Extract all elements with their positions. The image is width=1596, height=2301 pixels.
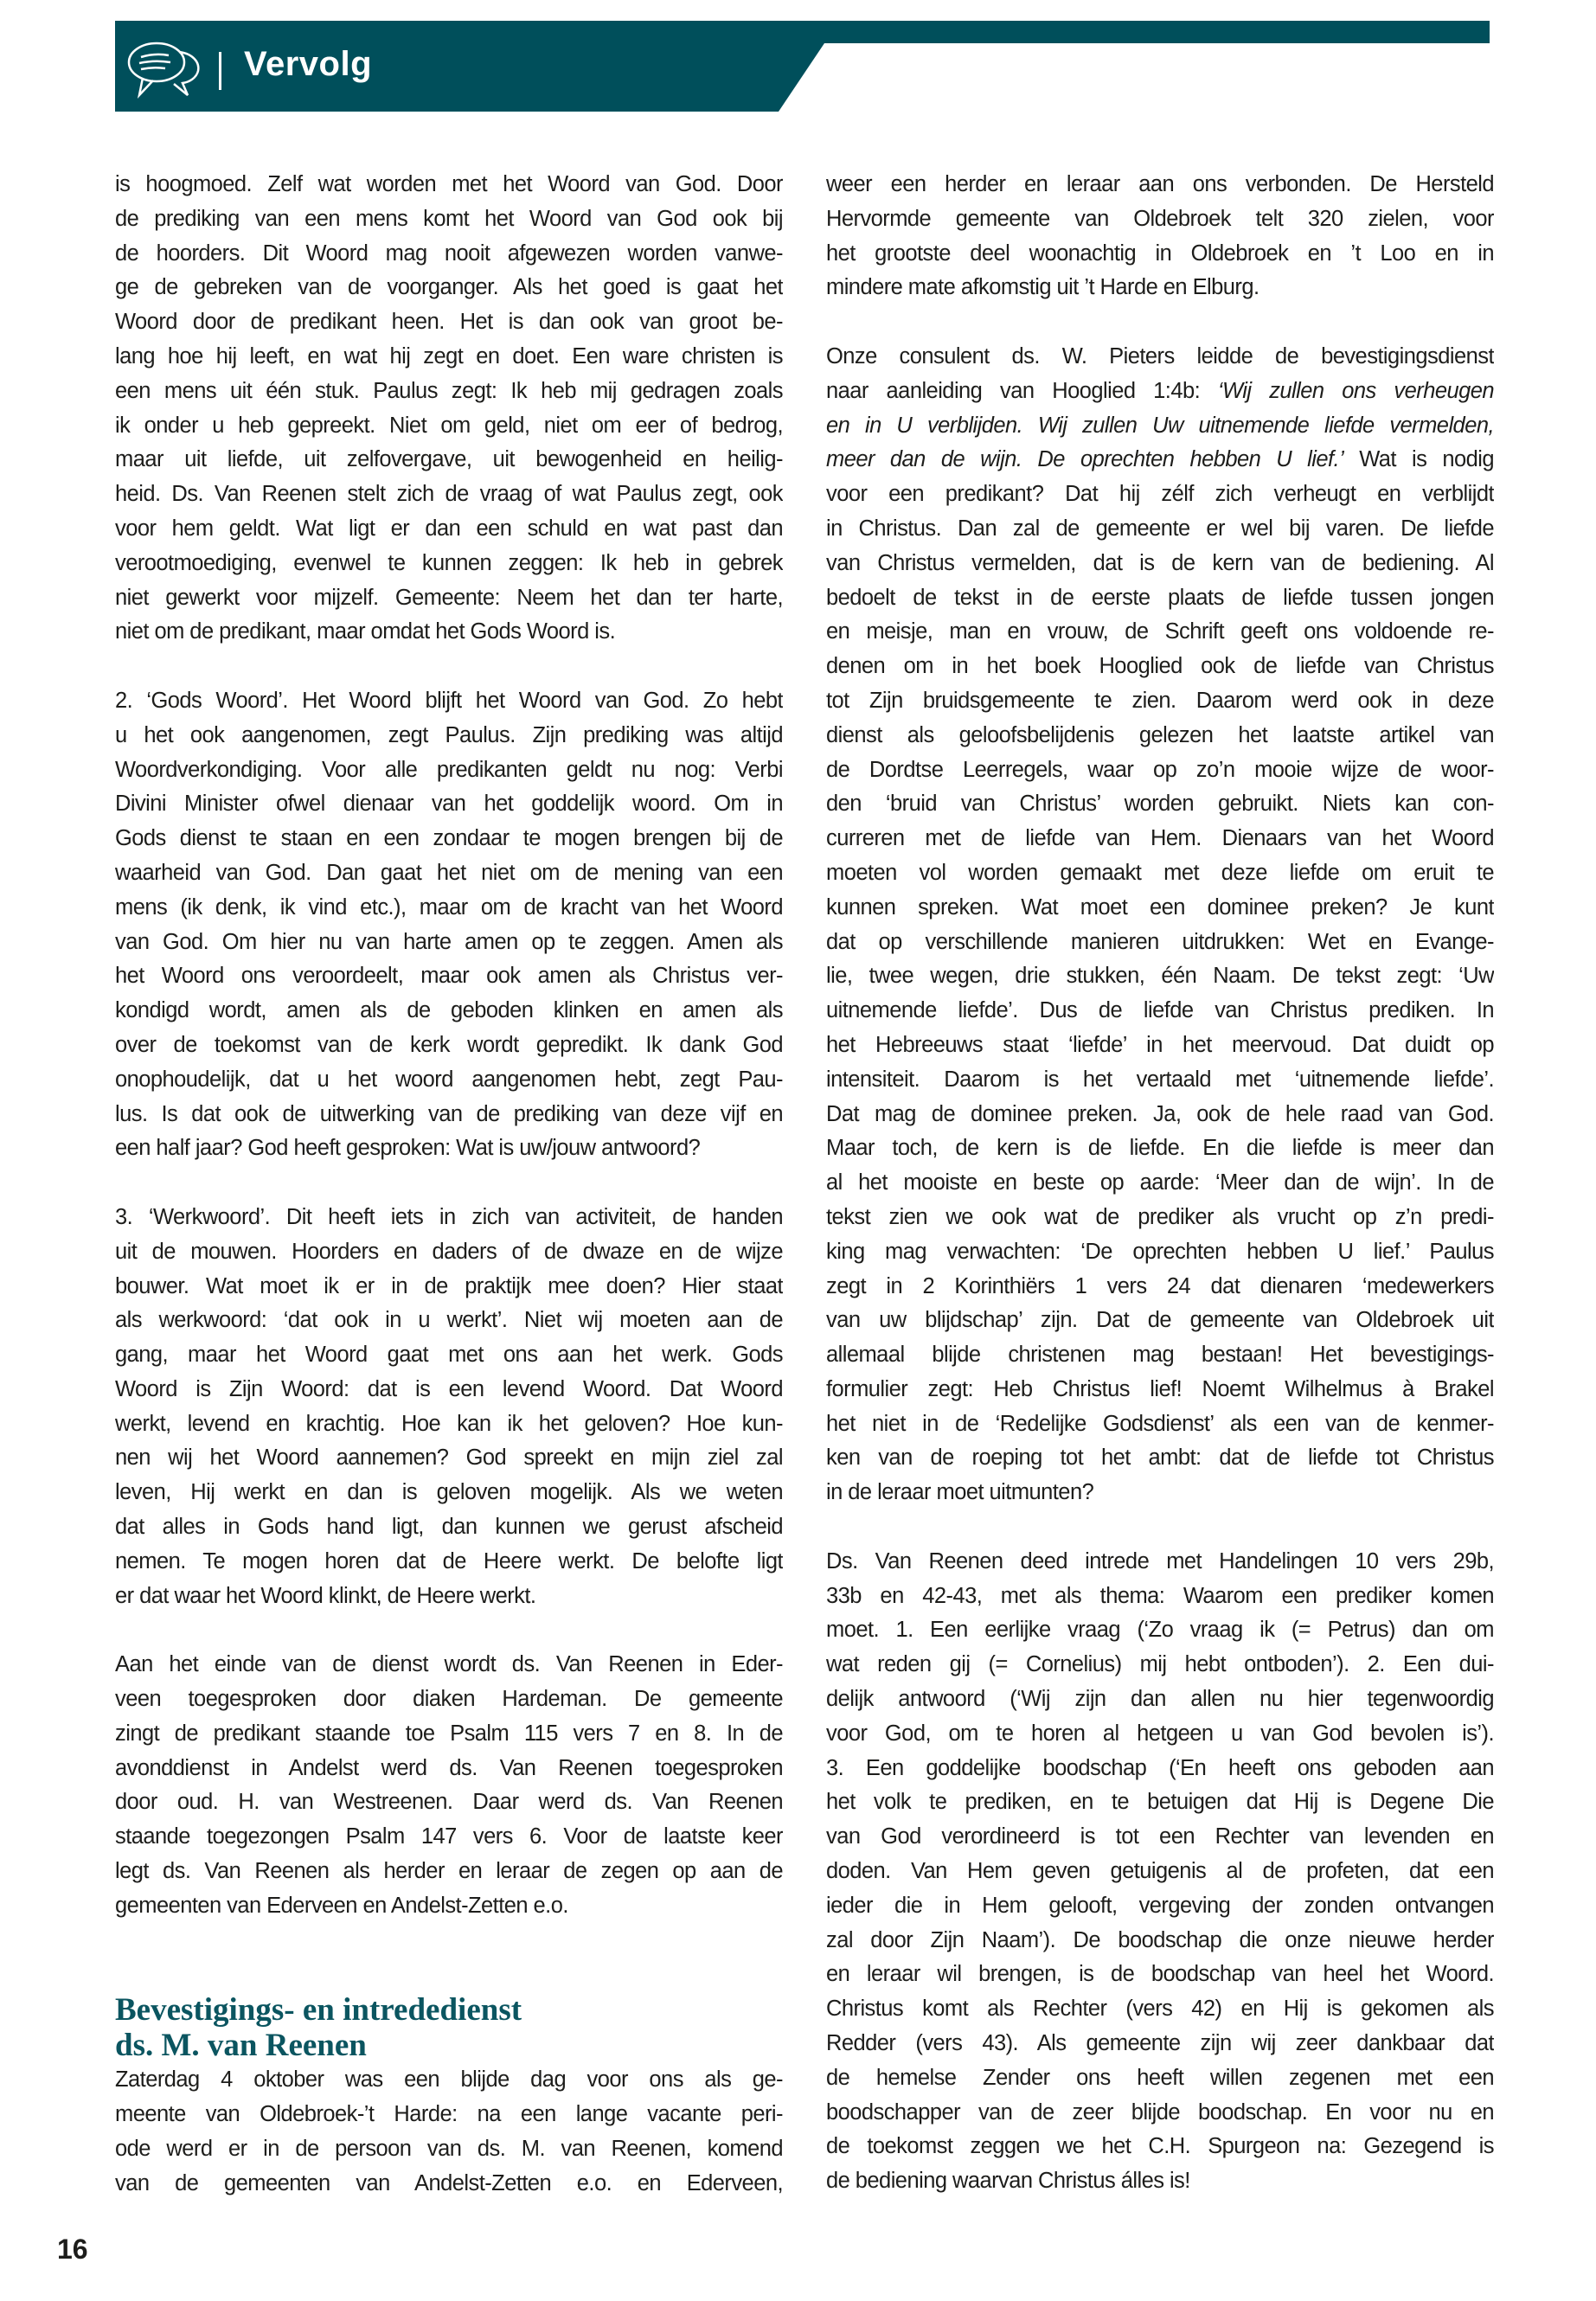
text-line: het niet in de ‘Redelijke Godsdienst’ als een van de kenmer- [826, 1411, 1494, 1436]
text-line: waarheid van God. Dan gaat het niet om de mening van een [115, 860, 783, 885]
text-span: naar aanleiding van Hooglied 1:4b: [826, 378, 1218, 403]
text-line: onophoudelijk, dat u het woord aangenomen hebt, zegt Pau- [115, 1067, 783, 1092]
text-line: het Hebreeuws staat ‘liefde’ in het meervoud. Dat duidt op [826, 1032, 1494, 1057]
text-line: ieder die in Hem gelooft, vergeving der zonden ontvangen [826, 1893, 1494, 1918]
text-line: uitnemende liefde’. Dus de liefde van Christus prediken. In [826, 998, 1494, 1023]
text-line: zingt de predikant staande toe Psalm 115 vers 7 en 8. In de [115, 1721, 783, 1746]
text-line: lus. Is dat ook de uitwerking van de prediking van deze vijf en [115, 1101, 783, 1126]
text-line: werkt, levend en krachtig. Hoe kan ik het geloven? Hoe kun- [115, 1411, 783, 1436]
text-line: het grootste deel woonachtig in Oldebroek en ’t Loo en in [826, 240, 1494, 266]
text-line: 3. Een goddelijke boodschap (‘En heeft ons geboden aan [826, 1755, 1494, 1780]
paragraph [115, 1201, 783, 1614]
text-line: en leraar wil brengen, is de boodschap van heel het Woord. [826, 1962, 1494, 1987]
text-line: doden. Van Hem geven getuigenis al de profeten, dat een [826, 1859, 1494, 1884]
text-line: king mag verwachten: ‘De oprechten hebben U lief.’ Paulus [826, 1239, 1494, 1264]
text-line: 33b en 42-43, met als thema: Waarom een prediker komen [826, 1583, 1494, 1608]
text-line: Woord door de predikant heen. Het is dan ook van groot be- [115, 310, 783, 335]
text-line: staande toegezongen Psalm 147 vers 6. Voor de laatste keer [115, 1824, 783, 1849]
text-line: moet. 1. Een eerlijke vraag (‘Zo vraag ik (= Petrus) dan om [826, 1618, 1494, 1643]
paragraph [115, 684, 783, 1166]
text-line: wat reden gij (= Cornelius) mij hebt ontboden’). 2. Een dui- [826, 1652, 1494, 1677]
text-line: 2. ‘Gods Woord’. Het Woord blijft het Woord van God. Zo hebt [115, 688, 783, 713]
paragraph-spacer [115, 1166, 783, 1201]
text-line: nemen. Te mogen horen dat de Heere werkt. De belofte ligt [115, 1548, 783, 1574]
text-line: zegt in 2 Korinthiërs 1 vers 24 dat dienaren ‘medewerkers [826, 1273, 1494, 1298]
text-line: de hemelse Zender ons heeft willen zegenen met een [826, 2065, 1494, 2090]
text-line: een half jaar? God heeft gesproken: Wat is uw/jouw antwoord? [115, 1136, 701, 1161]
text-line: lie, twee wegen, drie stukken, één Naam. De tekst zegt: ‘Uw [826, 964, 1494, 989]
section-header [0, 0, 1596, 121]
text-line: de bediening waarvan Christus álles is! [826, 2169, 1190, 2194]
text-line: in Christus. Dan zal de gemeente er wel bij varen. De liefde [826, 516, 1494, 541]
text-line: Aan het einde van de dienst wordt ds. Van Reenen in Eder- [115, 1652, 783, 1677]
text-line: dat alles in Gods hand ligt, dan kunnen we gerust afscheid [115, 1515, 783, 1540]
text-line: Woordverkondiging. Voor alle predikanten geldt nu nog: Verbi [115, 757, 783, 782]
text-line: Onze consulent ds. W. Pieters leidde de bevestigingsdienst [826, 343, 1494, 369]
text-line: als werkwoord: ‘dat ook in u werkt’. Niet wij moeten aan de [115, 1308, 783, 1333]
right-column [826, 168, 1494, 2199]
text-line: het volk te prediken, en te betuigen dat Hij is Degene Die [826, 1790, 1494, 1815]
text-line: legt ds. Van Reenen als herder en leraar de zegen op aan de [115, 1859, 783, 1884]
text-line: de prediking van een mens komt het Woord van God ook bij [115, 206, 783, 231]
text-line: bedoelt de tekst in de eerste plaats de liefde tussen jongen [826, 585, 1494, 610]
text-line: voor God, om te horen al hetgeen u van God bevolen is’). [826, 1721, 1494, 1746]
text-line: er dat waar het Woord klinkt, de Heere werkt. [115, 1583, 536, 1608]
paragraph [115, 168, 783, 650]
paragraph-spacer [826, 305, 1494, 340]
text-line: van God verordineerd is tot een Rechter van levenden en [826, 1824, 1494, 1849]
text-line: nen wij het Woord aannemen? God spreekt en mijn ziel zal [115, 1445, 783, 1471]
text-line: avonddienst in Andelst werd ds. Van Reenen toegesproken [115, 1755, 783, 1780]
left-column [115, 168, 783, 2201]
text-line: bouwer. Wat moet ik er in de praktijk mee doen? Hier staat [115, 1273, 783, 1298]
text-line: voor een predikant? Dat hij zélf zich verheugt en verblijdt [826, 482, 1494, 507]
text-line: Christus komt als Rechter (vers 42) en Hij is gekomen als [826, 1997, 1494, 2022]
text-line: allemaal blijde christenen mag bestaan! Het bevestigings- [826, 1343, 1494, 1368]
text-line: zal door Zijn Naam’). De boodschap die onze nieuwe herder [826, 1927, 1494, 1952]
text-line: door oud. H. van Westreenen. Daar werd ds. Van Reenen [115, 1790, 783, 1815]
paragraph [115, 2063, 783, 2201]
quote-italic: ‘Wij zullen ons verheugen [1217, 378, 1494, 403]
text-line: leven, Hij werkt en dan is geloven mogelijk. Als we weten [115, 1480, 783, 1505]
section-heading [115, 1992, 783, 2063]
text-line: mindere mate afkomstig uit ’t Harde en Elburg. [826, 275, 1259, 300]
text-line: gang, maar het Woord gaat met ons aan het werk. Gods [115, 1343, 783, 1368]
speech-bubbles-icon [125, 36, 203, 99]
text-line: meente van Oldebroek-’t Harde: na een lange vacante peri- [115, 2102, 783, 2127]
paragraph-spacer [826, 1510, 1494, 1545]
text-line: heid. Ds. Van Reenen stelt zich de vraag of wat Paulus zegt, ook [115, 482, 783, 507]
quote-italic: meer dan de wijn. De oprechten hebben U lief.’ [826, 447, 1344, 472]
text-line [826, 375, 1494, 409]
text-line: niet gewerkt voor mijzelf. Gemeente: Neem het dan ter harte, [115, 585, 783, 610]
text-line: denen om in het boek Hooglied ook de liefde van Christus [826, 654, 1494, 679]
text-line: u het ook aangenomen, zegt Paulus. Zijn prediking was altijd [115, 722, 783, 747]
text-line: veen toegesproken door diaken Hardeman. De gemeente [115, 1687, 783, 1712]
text-line: ge de gebreken van de voorganger. Als het goed is gaat het [115, 275, 783, 300]
paragraph-spacer [115, 1613, 783, 1648]
text-line: 3. ‘Werkwoord’. Dit heeft iets in zich van activiteit, de handen [115, 1204, 783, 1229]
text-line: van Christus vermelden, dat is de kern van de bediening. Al [826, 550, 1494, 575]
text-line: kunnen spreken. Wat moet een dominee preken? Je kunt [826, 894, 1494, 920]
text-line: Hervormde gemeente van Oldebroek telt 320 zielen, voor [826, 206, 1494, 231]
text-line: intensiteit. Daarom is het vertaald met ‘uitnemende liefde’. [826, 1067, 1494, 1092]
text-line: ode werd er in de persoon van ds. M. van Reenen, komend [115, 2136, 783, 2161]
text-line: niet om de predikant, maar omdat het Gods Woord is. [115, 619, 616, 644]
text-line: tekst zien we ook wat de prediker als vrucht op z’n predi- [826, 1204, 1494, 1229]
text-line: kondigd wordt, amen als de geboden klinken en amen als [115, 998, 783, 1023]
text-line: in de leraar moet uitmunten? [826, 1480, 1094, 1505]
paragraph [115, 1648, 783, 1923]
paragraph-spacer [115, 650, 783, 684]
text-line: voor hem geldt. Wat ligt er dan een schuld en wat past dan [115, 516, 783, 541]
paragraph [826, 340, 1494, 1510]
page-number: 16 [57, 2234, 88, 2265]
text-line: Divini Minister ofwel dienaar van het goddelijk woord. Om in [115, 792, 783, 817]
text-span: Wat is nodig [1343, 447, 1494, 472]
text-line: Woord is Zijn Woord: dat is een levend Woord. Dat Woord [115, 1376, 783, 1401]
text-line: Ds. Van Reenen deed intrede met Handelingen 10 vers 29b, [826, 1548, 1494, 1574]
text-line: al het mooiste en beste op aarde: ‘Meer dan de wijn’. In de [826, 1170, 1494, 1195]
text-line: Redder (vers 43). Als gemeente zijn wij zeer dankbaar dat [826, 2031, 1494, 2056]
text-line: is hoogmoed. Zelf wat worden met het Woord van God. Door [115, 172, 783, 196]
text-line: ken van de roeping tot het ambt: dat de liefde tot Christus [826, 1445, 1494, 1471]
text-line: van de gemeenten van Andelst-Zetten e.o. en Ederveen, [115, 2170, 783, 2195]
text-line: formulier zegt: Heb Christus lief! Noemt Wilhelmus à Brakel [826, 1376, 1494, 1401]
text-line [826, 409, 1494, 444]
text-line: curreren met de liefde van Hem. Dienaars van het Woord [826, 826, 1494, 851]
text-line: delijk antwoord (‘Wij zijn dan allen nu hier tegenwoordig [826, 1687, 1494, 1712]
text-line: moeten vol worden gemaakt met deze liefde om eruit te [826, 860, 1494, 885]
text-line: en meisje, man en vrouw, de Schrift geeft ons voldoende re- [826, 619, 1494, 644]
text-line: de hoorders. Dit Woord mag nooit afgewezen worden vanwe- [115, 240, 783, 266]
text-line: weer een herder en leraar aan ons verbonden. De Hersteld [826, 172, 1494, 196]
text-line: mens (ik denk, ik vind etc.), maar om de kracht van het Woord [115, 894, 783, 920]
paragraph [826, 1545, 1494, 2199]
paragraph-spacer [115, 1924, 783, 1993]
paragraph [826, 168, 1494, 305]
text-line: uit de mouwen. Hoorders en daders of de dwaze en de wijze [115, 1239, 783, 1264]
text-line: Maar toch, de kern is de liefde. En die liefde is meer dan [826, 1136, 1494, 1161]
header-separator [219, 52, 221, 90]
quote-italic: en in U verblijden. Wij zullen Uw uitnemende liefde vermelden, [826, 413, 1494, 438]
text-line: Gods dienst te staan en een zondaar te mogen brengen bij de [115, 826, 783, 851]
text-line: Zaterdag 4 oktober was een blijde dag voor ons als ge- [115, 2067, 783, 2093]
text-line: de Dordtse Leerregels, waar op zo’n mooie wijze de woor- [826, 757, 1494, 782]
text-line: de toekomst zeggen we het C.H. Spurgeon na: Gezegend is [826, 2134, 1494, 2159]
text-line: dienst als geloofsbelijdenis gelezen het laatste artikel van [826, 722, 1494, 747]
text-line: over de toekomst van de kerk wordt gepredikt. Ik dank God [115, 1032, 783, 1057]
text-line: het Woord ons veroordeelt, maar ook amen als Christus ver- [115, 964, 783, 989]
header-title: Vervolg [244, 45, 373, 83]
text-line: lang hoe hij leeft, en wat hij zegt en doet. Een ware christen is [115, 343, 783, 369]
heading-line: Bevestigings- en intrededienst [115, 1992, 522, 2029]
text-line: verootmoediging, evenwel te kunnen zeggen: Ik heb in gebrek [115, 550, 783, 575]
heading-line: ds. M. van Reenen [115, 2028, 367, 2064]
text-line: een mens uit één stuk. Paulus zegt: Ik heb mij gedragen zoals [115, 378, 783, 403]
text-line: maar uit liefde, uit zelfovergave, uit bewogenheid en heilig- [115, 447, 783, 472]
text-line: Dat mag de dominee preken. Ja, ook de hele raad van God. [826, 1101, 1494, 1126]
text-line: boodschapper van de zeer blijde boodschap. En voor nu en [826, 2099, 1494, 2125]
text-line: gemeenten van Ederveen en Andelst-Zetten e.o. [115, 1893, 568, 1918]
text-line: ik onder u heb gepreekt. Niet om geld, niet om eer of bedrog, [115, 413, 783, 438]
text-line [826, 443, 1494, 478]
text-line: van God. Om hier nu van harte amen op te zeggen. Amen als [115, 929, 783, 954]
text-line: den ‘bruid van Christus’ worden gebruikt. Niets kan con- [826, 792, 1494, 817]
text-line: tot Zijn bruidsgemeente te zien. Daarom werd ook in deze [826, 688, 1494, 713]
header-band [0, 0, 1596, 121]
text-line: van uw blijdschap’ zijn. Dat de gemeente van Oldebroek uit [826, 1308, 1494, 1333]
text-line: dat op verschillende manieren uitdrukken: Wet en Evange- [826, 929, 1494, 954]
